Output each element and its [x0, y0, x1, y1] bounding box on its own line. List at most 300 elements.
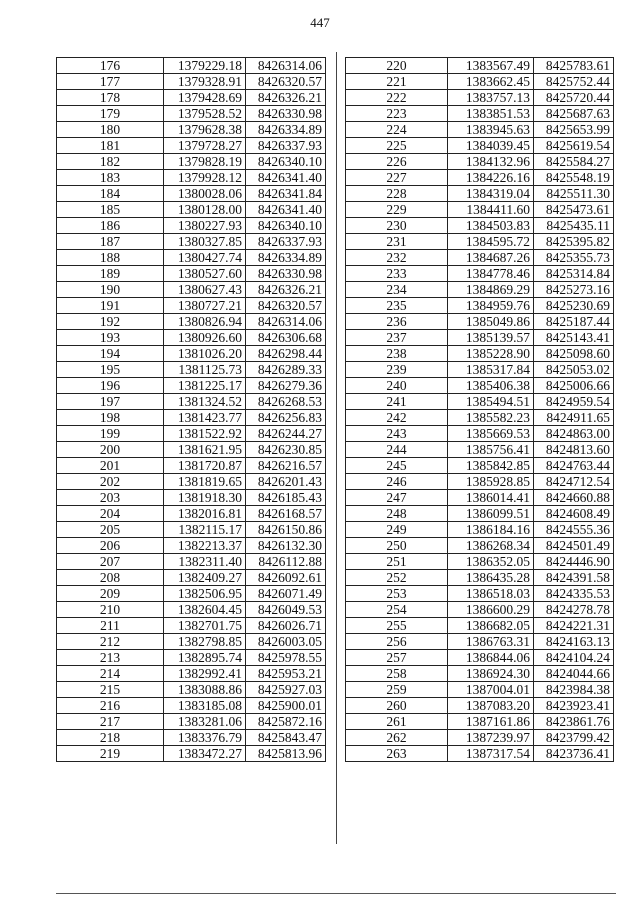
y-coordinate-cell: 8425473.61	[534, 202, 614, 218]
table-row	[57, 330, 326, 346]
y-coordinate-cell: 8426150.86	[246, 522, 326, 538]
table-row	[346, 122, 614, 138]
x-coordinate-cell: 1385317.84	[448, 362, 534, 378]
coordinates-table-right-body	[346, 58, 614, 762]
point-number-cell: 222	[346, 90, 448, 106]
table-row	[57, 426, 326, 442]
point-number-cell: 260	[346, 698, 448, 714]
y-coordinate-cell: 8426334.89	[246, 250, 326, 266]
y-coordinate-cell: 8425187.44	[534, 314, 614, 330]
table-row	[57, 698, 326, 714]
y-coordinate-cell: 8425435.11	[534, 218, 614, 234]
x-coordinate-cell: 1387083.20	[448, 698, 534, 714]
table-row	[57, 746, 326, 762]
point-number-cell: 205	[57, 522, 164, 538]
y-coordinate-cell: 8426049.53	[246, 602, 326, 618]
y-coordinate-cell: 8425584.27	[534, 154, 614, 170]
point-number-cell: 196	[57, 378, 164, 394]
point-number-cell: 187	[57, 234, 164, 250]
x-coordinate-cell: 1386682.05	[448, 618, 534, 634]
table-row	[346, 586, 614, 602]
y-coordinate-cell: 8425006.66	[534, 378, 614, 394]
y-coordinate-cell: 8425395.82	[534, 234, 614, 250]
x-coordinate-cell: 1385139.57	[448, 330, 534, 346]
x-coordinate-cell: 1386268.34	[448, 538, 534, 554]
y-coordinate-cell: 8425619.54	[534, 138, 614, 154]
y-coordinate-cell: 8426268.53	[246, 394, 326, 410]
y-coordinate-cell: 8426026.71	[246, 618, 326, 634]
point-number-cell: 178	[57, 90, 164, 106]
point-number-cell: 250	[346, 538, 448, 554]
table-row	[57, 266, 326, 282]
y-coordinate-cell: 8424863.00	[534, 426, 614, 442]
x-coordinate-cell: 1382016.81	[164, 506, 246, 522]
y-coordinate-cell: 8426185.43	[246, 490, 326, 506]
table-row	[57, 186, 326, 202]
y-coordinate-cell: 8423861.76	[534, 714, 614, 730]
x-coordinate-cell: 1384319.04	[448, 186, 534, 202]
table-row	[346, 698, 614, 714]
x-coordinate-cell: 1380028.06	[164, 186, 246, 202]
point-number-cell: 259	[346, 682, 448, 698]
x-coordinate-cell: 1384503.83	[448, 218, 534, 234]
x-coordinate-cell: 1386435.28	[448, 570, 534, 586]
y-coordinate-cell: 8425548.19	[534, 170, 614, 186]
x-coordinate-cell: 1380527.60	[164, 266, 246, 282]
table-row	[57, 58, 326, 74]
point-number-cell: 208	[57, 570, 164, 586]
y-coordinate-cell: 8423923.41	[534, 698, 614, 714]
y-coordinate-cell: 8426334.89	[246, 122, 326, 138]
x-coordinate-cell: 1387161.86	[448, 714, 534, 730]
y-coordinate-cell: 8426341.40	[246, 202, 326, 218]
table-row	[57, 106, 326, 122]
y-coordinate-cell: 8424959.54	[534, 394, 614, 410]
y-coordinate-cell: 8424446.90	[534, 554, 614, 570]
table-row	[57, 170, 326, 186]
y-coordinate-cell: 8426132.30	[246, 538, 326, 554]
x-coordinate-cell: 1383757.13	[448, 90, 534, 106]
point-number-cell: 263	[346, 746, 448, 762]
table-row	[346, 714, 614, 730]
y-coordinate-cell: 8423736.41	[534, 746, 614, 762]
y-coordinate-cell: 8425752.44	[534, 74, 614, 90]
point-number-cell: 243	[346, 426, 448, 442]
point-number-cell: 179	[57, 106, 164, 122]
table-row	[57, 442, 326, 458]
y-coordinate-cell: 8426320.57	[246, 298, 326, 314]
x-coordinate-cell: 1381026.20	[164, 346, 246, 362]
x-coordinate-cell: 1386099.51	[448, 506, 534, 522]
y-coordinate-cell: 8425953.21	[246, 666, 326, 682]
x-coordinate-cell: 1386844.06	[448, 650, 534, 666]
x-coordinate-cell: 1385582.23	[448, 410, 534, 426]
point-number-cell: 188	[57, 250, 164, 266]
point-number-cell: 227	[346, 170, 448, 186]
point-number-cell: 239	[346, 362, 448, 378]
table-row	[346, 106, 614, 122]
coordinates-table-left-body	[57, 58, 326, 762]
x-coordinate-cell: 1385049.86	[448, 314, 534, 330]
point-number-cell: 242	[346, 410, 448, 426]
x-coordinate-cell: 1382506.95	[164, 586, 246, 602]
table-row	[346, 410, 614, 426]
point-number-cell: 193	[57, 330, 164, 346]
table-row	[57, 122, 326, 138]
point-number-cell: 190	[57, 282, 164, 298]
x-coordinate-cell: 1386924.30	[448, 666, 534, 682]
x-coordinate-cell: 1386352.05	[448, 554, 534, 570]
x-coordinate-cell: 1383472.27	[164, 746, 246, 762]
x-coordinate-cell: 1380227.93	[164, 218, 246, 234]
point-number-cell: 237	[346, 330, 448, 346]
x-coordinate-cell: 1387004.01	[448, 682, 534, 698]
point-number-cell: 230	[346, 218, 448, 234]
x-coordinate-cell: 1380627.43	[164, 282, 246, 298]
table-row	[346, 618, 614, 634]
x-coordinate-cell: 1383281.06	[164, 714, 246, 730]
table-row	[57, 666, 326, 682]
table-row	[346, 746, 614, 762]
table-row	[346, 234, 614, 250]
y-coordinate-cell: 8426306.68	[246, 330, 326, 346]
table-row	[57, 490, 326, 506]
point-number-cell: 238	[346, 346, 448, 362]
x-coordinate-cell: 1379328.91	[164, 74, 246, 90]
point-number-cell: 236	[346, 314, 448, 330]
x-coordinate-cell: 1380826.94	[164, 314, 246, 330]
table-row	[57, 202, 326, 218]
y-coordinate-cell: 8426337.93	[246, 234, 326, 250]
y-coordinate-cell: 8426298.44	[246, 346, 326, 362]
x-coordinate-cell: 1387317.54	[448, 746, 534, 762]
x-coordinate-cell: 1382115.17	[164, 522, 246, 538]
y-coordinate-cell: 8425843.47	[246, 730, 326, 746]
y-coordinate-cell: 8426256.83	[246, 410, 326, 426]
table-row	[57, 570, 326, 586]
x-coordinate-cell: 1383376.79	[164, 730, 246, 746]
table-row	[57, 554, 326, 570]
y-coordinate-cell: 8425872.16	[246, 714, 326, 730]
point-number-cell: 212	[57, 634, 164, 650]
point-number-cell: 245	[346, 458, 448, 474]
point-number-cell: 192	[57, 314, 164, 330]
table-row	[57, 346, 326, 362]
point-number-cell: 191	[57, 298, 164, 314]
table-row	[57, 218, 326, 234]
y-coordinate-cell: 8426314.06	[246, 58, 326, 74]
x-coordinate-cell: 1383185.08	[164, 698, 246, 714]
y-coordinate-cell: 8425143.41	[534, 330, 614, 346]
y-coordinate-cell: 8426341.84	[246, 186, 326, 202]
y-coordinate-cell: 8424555.36	[534, 522, 614, 538]
page-number: 447	[310, 15, 330, 30]
y-coordinate-cell: 8424391.58	[534, 570, 614, 586]
y-coordinate-cell: 8423799.42	[534, 730, 614, 746]
table-row	[346, 330, 614, 346]
y-coordinate-cell: 8425098.60	[534, 346, 614, 362]
x-coordinate-cell: 1385928.85	[448, 474, 534, 490]
table-row	[346, 314, 614, 330]
point-number-cell: 180	[57, 122, 164, 138]
table-row	[346, 666, 614, 682]
table-row	[346, 186, 614, 202]
table-row	[346, 266, 614, 282]
table-row	[57, 138, 326, 154]
table-row	[57, 618, 326, 634]
y-coordinate-cell: 8425273.16	[534, 282, 614, 298]
x-coordinate-cell: 1380727.21	[164, 298, 246, 314]
table-row	[346, 650, 614, 666]
y-coordinate-cell: 8424763.44	[534, 458, 614, 474]
x-coordinate-cell: 1382311.40	[164, 554, 246, 570]
x-coordinate-cell: 1386600.29	[448, 602, 534, 618]
y-coordinate-cell: 8424911.65	[534, 410, 614, 426]
point-number-cell: 185	[57, 202, 164, 218]
table-row	[346, 250, 614, 266]
point-number-cell: 252	[346, 570, 448, 586]
x-coordinate-cell: 1382213.37	[164, 538, 246, 554]
x-coordinate-cell: 1384039.45	[448, 138, 534, 154]
table-row	[57, 538, 326, 554]
point-number-cell: 176	[57, 58, 164, 74]
x-coordinate-cell: 1379928.12	[164, 170, 246, 186]
x-coordinate-cell: 1385756.41	[448, 442, 534, 458]
point-number-cell: 213	[57, 650, 164, 666]
table-row	[57, 234, 326, 250]
x-coordinate-cell: 1379828.19	[164, 154, 246, 170]
table-row	[346, 394, 614, 410]
y-coordinate-cell: 8426003.05	[246, 634, 326, 650]
x-coordinate-cell: 1384226.16	[448, 170, 534, 186]
table-row	[57, 714, 326, 730]
point-number-cell: 182	[57, 154, 164, 170]
y-coordinate-cell: 8426168.57	[246, 506, 326, 522]
table-row	[346, 346, 614, 362]
y-coordinate-cell: 8426330.98	[246, 106, 326, 122]
y-coordinate-cell: 8426092.61	[246, 570, 326, 586]
point-number-cell: 197	[57, 394, 164, 410]
y-coordinate-cell: 8425511.30	[534, 186, 614, 202]
x-coordinate-cell: 1385406.38	[448, 378, 534, 394]
table-row	[346, 426, 614, 442]
point-number-cell: 251	[346, 554, 448, 570]
point-number-cell: 256	[346, 634, 448, 650]
table-row	[57, 314, 326, 330]
point-number-cell: 257	[346, 650, 448, 666]
y-coordinate-cell: 8426216.57	[246, 458, 326, 474]
x-coordinate-cell: 1379428.69	[164, 90, 246, 106]
x-coordinate-cell: 1383088.86	[164, 682, 246, 698]
x-coordinate-cell: 1380427.74	[164, 250, 246, 266]
table-row	[346, 602, 614, 618]
y-coordinate-cell: 8426340.10	[246, 218, 326, 234]
point-number-cell: 225	[346, 138, 448, 154]
x-coordinate-cell: 1382604.45	[164, 602, 246, 618]
point-number-cell: 246	[346, 474, 448, 490]
x-coordinate-cell: 1384778.46	[448, 266, 534, 282]
table-row	[57, 90, 326, 106]
y-coordinate-cell: 8426289.33	[246, 362, 326, 378]
x-coordinate-cell: 1381720.87	[164, 458, 246, 474]
y-coordinate-cell: 8426279.36	[246, 378, 326, 394]
y-coordinate-cell: 8426112.88	[246, 554, 326, 570]
x-coordinate-cell: 1379229.18	[164, 58, 246, 74]
table-row	[57, 362, 326, 378]
table-row	[346, 490, 614, 506]
point-number-cell: 224	[346, 122, 448, 138]
table-row	[346, 74, 614, 90]
x-coordinate-cell: 1386763.31	[448, 634, 534, 650]
point-number-cell: 232	[346, 250, 448, 266]
x-coordinate-cell: 1382409.27	[164, 570, 246, 586]
table-row	[346, 570, 614, 586]
x-coordinate-cell: 1385494.51	[448, 394, 534, 410]
table-row	[57, 378, 326, 394]
table-row	[57, 394, 326, 410]
x-coordinate-cell: 1383851.53	[448, 106, 534, 122]
point-number-cell: 184	[57, 186, 164, 202]
table-row	[346, 682, 614, 698]
y-coordinate-cell: 8426330.98	[246, 266, 326, 282]
x-coordinate-cell: 1383945.63	[448, 122, 534, 138]
table-row	[346, 90, 614, 106]
x-coordinate-cell: 1381423.77	[164, 410, 246, 426]
table-row	[346, 522, 614, 538]
table-row	[346, 362, 614, 378]
x-coordinate-cell: 1381324.52	[164, 394, 246, 410]
point-number-cell: 198	[57, 410, 164, 426]
table-row	[346, 442, 614, 458]
x-coordinate-cell: 1382701.75	[164, 618, 246, 634]
point-number-cell: 262	[346, 730, 448, 746]
y-coordinate-cell: 8424712.54	[534, 474, 614, 490]
y-coordinate-cell: 8425900.01	[246, 698, 326, 714]
x-coordinate-cell: 1384411.60	[448, 202, 534, 218]
point-number-cell: 217	[57, 714, 164, 730]
x-coordinate-cell: 1387239.97	[448, 730, 534, 746]
point-number-cell: 186	[57, 218, 164, 234]
table-row	[346, 202, 614, 218]
y-coordinate-cell: 8426320.57	[246, 74, 326, 90]
y-coordinate-cell: 8426314.06	[246, 314, 326, 330]
y-coordinate-cell: 8426326.21	[246, 282, 326, 298]
x-coordinate-cell: 1384869.29	[448, 282, 534, 298]
y-coordinate-cell: 8424660.88	[534, 490, 614, 506]
table-row	[57, 634, 326, 650]
point-number-cell: 183	[57, 170, 164, 186]
column-divider	[336, 52, 337, 844]
y-coordinate-cell: 8424221.31	[534, 618, 614, 634]
point-number-cell: 258	[346, 666, 448, 682]
x-coordinate-cell: 1382798.85	[164, 634, 246, 650]
y-coordinate-cell: 8425720.44	[534, 90, 614, 106]
point-number-cell: 253	[346, 586, 448, 602]
table-row	[346, 298, 614, 314]
y-coordinate-cell: 8426337.93	[246, 138, 326, 154]
x-coordinate-cell: 1386014.41	[448, 490, 534, 506]
table-row	[57, 458, 326, 474]
table-row	[346, 218, 614, 234]
y-coordinate-cell: 8426326.21	[246, 90, 326, 106]
point-number-cell: 207	[57, 554, 164, 570]
point-number-cell: 240	[346, 378, 448, 394]
y-coordinate-cell: 8424813.60	[534, 442, 614, 458]
table-row	[57, 298, 326, 314]
y-coordinate-cell: 8426244.27	[246, 426, 326, 442]
point-number-cell: 210	[57, 602, 164, 618]
y-coordinate-cell: 8425053.02	[534, 362, 614, 378]
x-coordinate-cell: 1381918.30	[164, 490, 246, 506]
table-row	[346, 506, 614, 522]
point-number-cell: 216	[57, 698, 164, 714]
point-number-cell: 255	[346, 618, 448, 634]
x-coordinate-cell: 1383662.45	[448, 74, 534, 90]
point-number-cell: 226	[346, 154, 448, 170]
x-coordinate-cell: 1381125.73	[164, 362, 246, 378]
x-coordinate-cell: 1379528.52	[164, 106, 246, 122]
y-coordinate-cell: 8424501.49	[534, 538, 614, 554]
y-coordinate-cell: 8425653.99	[534, 122, 614, 138]
table-row	[57, 410, 326, 426]
y-coordinate-cell: 8425355.73	[534, 250, 614, 266]
point-number-cell: 214	[57, 666, 164, 682]
table-row	[346, 634, 614, 650]
x-coordinate-cell: 1382895.74	[164, 650, 246, 666]
point-number-cell: 202	[57, 474, 164, 490]
point-number-cell: 223	[346, 106, 448, 122]
table-row	[57, 602, 326, 618]
x-coordinate-cell: 1382992.41	[164, 666, 246, 682]
table-row	[346, 282, 614, 298]
table-row	[346, 538, 614, 554]
x-coordinate-cell: 1381819.65	[164, 474, 246, 490]
coordinates-table-left	[56, 57, 326, 762]
table-row	[57, 730, 326, 746]
point-number-cell: 219	[57, 746, 164, 762]
x-coordinate-cell: 1380926.60	[164, 330, 246, 346]
point-number-cell: 235	[346, 298, 448, 314]
footer-rule	[56, 893, 616, 894]
table-row	[346, 154, 614, 170]
y-coordinate-cell: 8424163.13	[534, 634, 614, 650]
x-coordinate-cell: 1383567.49	[448, 58, 534, 74]
point-number-cell: 203	[57, 490, 164, 506]
point-number-cell: 231	[346, 234, 448, 250]
table-row	[57, 282, 326, 298]
table-row	[57, 74, 326, 90]
y-coordinate-cell: 8424335.53	[534, 586, 614, 602]
y-coordinate-cell: 8424608.49	[534, 506, 614, 522]
table-row	[57, 650, 326, 666]
point-number-cell: 220	[346, 58, 448, 74]
point-number-cell: 233	[346, 266, 448, 282]
x-coordinate-cell: 1380327.85	[164, 234, 246, 250]
point-number-cell: 247	[346, 490, 448, 506]
y-coordinate-cell: 8424044.66	[534, 666, 614, 682]
y-coordinate-cell: 8425314.84	[534, 266, 614, 282]
x-coordinate-cell: 1379728.27	[164, 138, 246, 154]
y-coordinate-cell: 8424104.24	[534, 650, 614, 666]
y-coordinate-cell: 8426201.43	[246, 474, 326, 490]
table-row	[346, 58, 614, 74]
y-coordinate-cell: 8423984.38	[534, 682, 614, 698]
table-row	[346, 458, 614, 474]
table-row	[346, 378, 614, 394]
y-coordinate-cell: 8425978.55	[246, 650, 326, 666]
point-number-cell: 229	[346, 202, 448, 218]
table-row	[346, 554, 614, 570]
